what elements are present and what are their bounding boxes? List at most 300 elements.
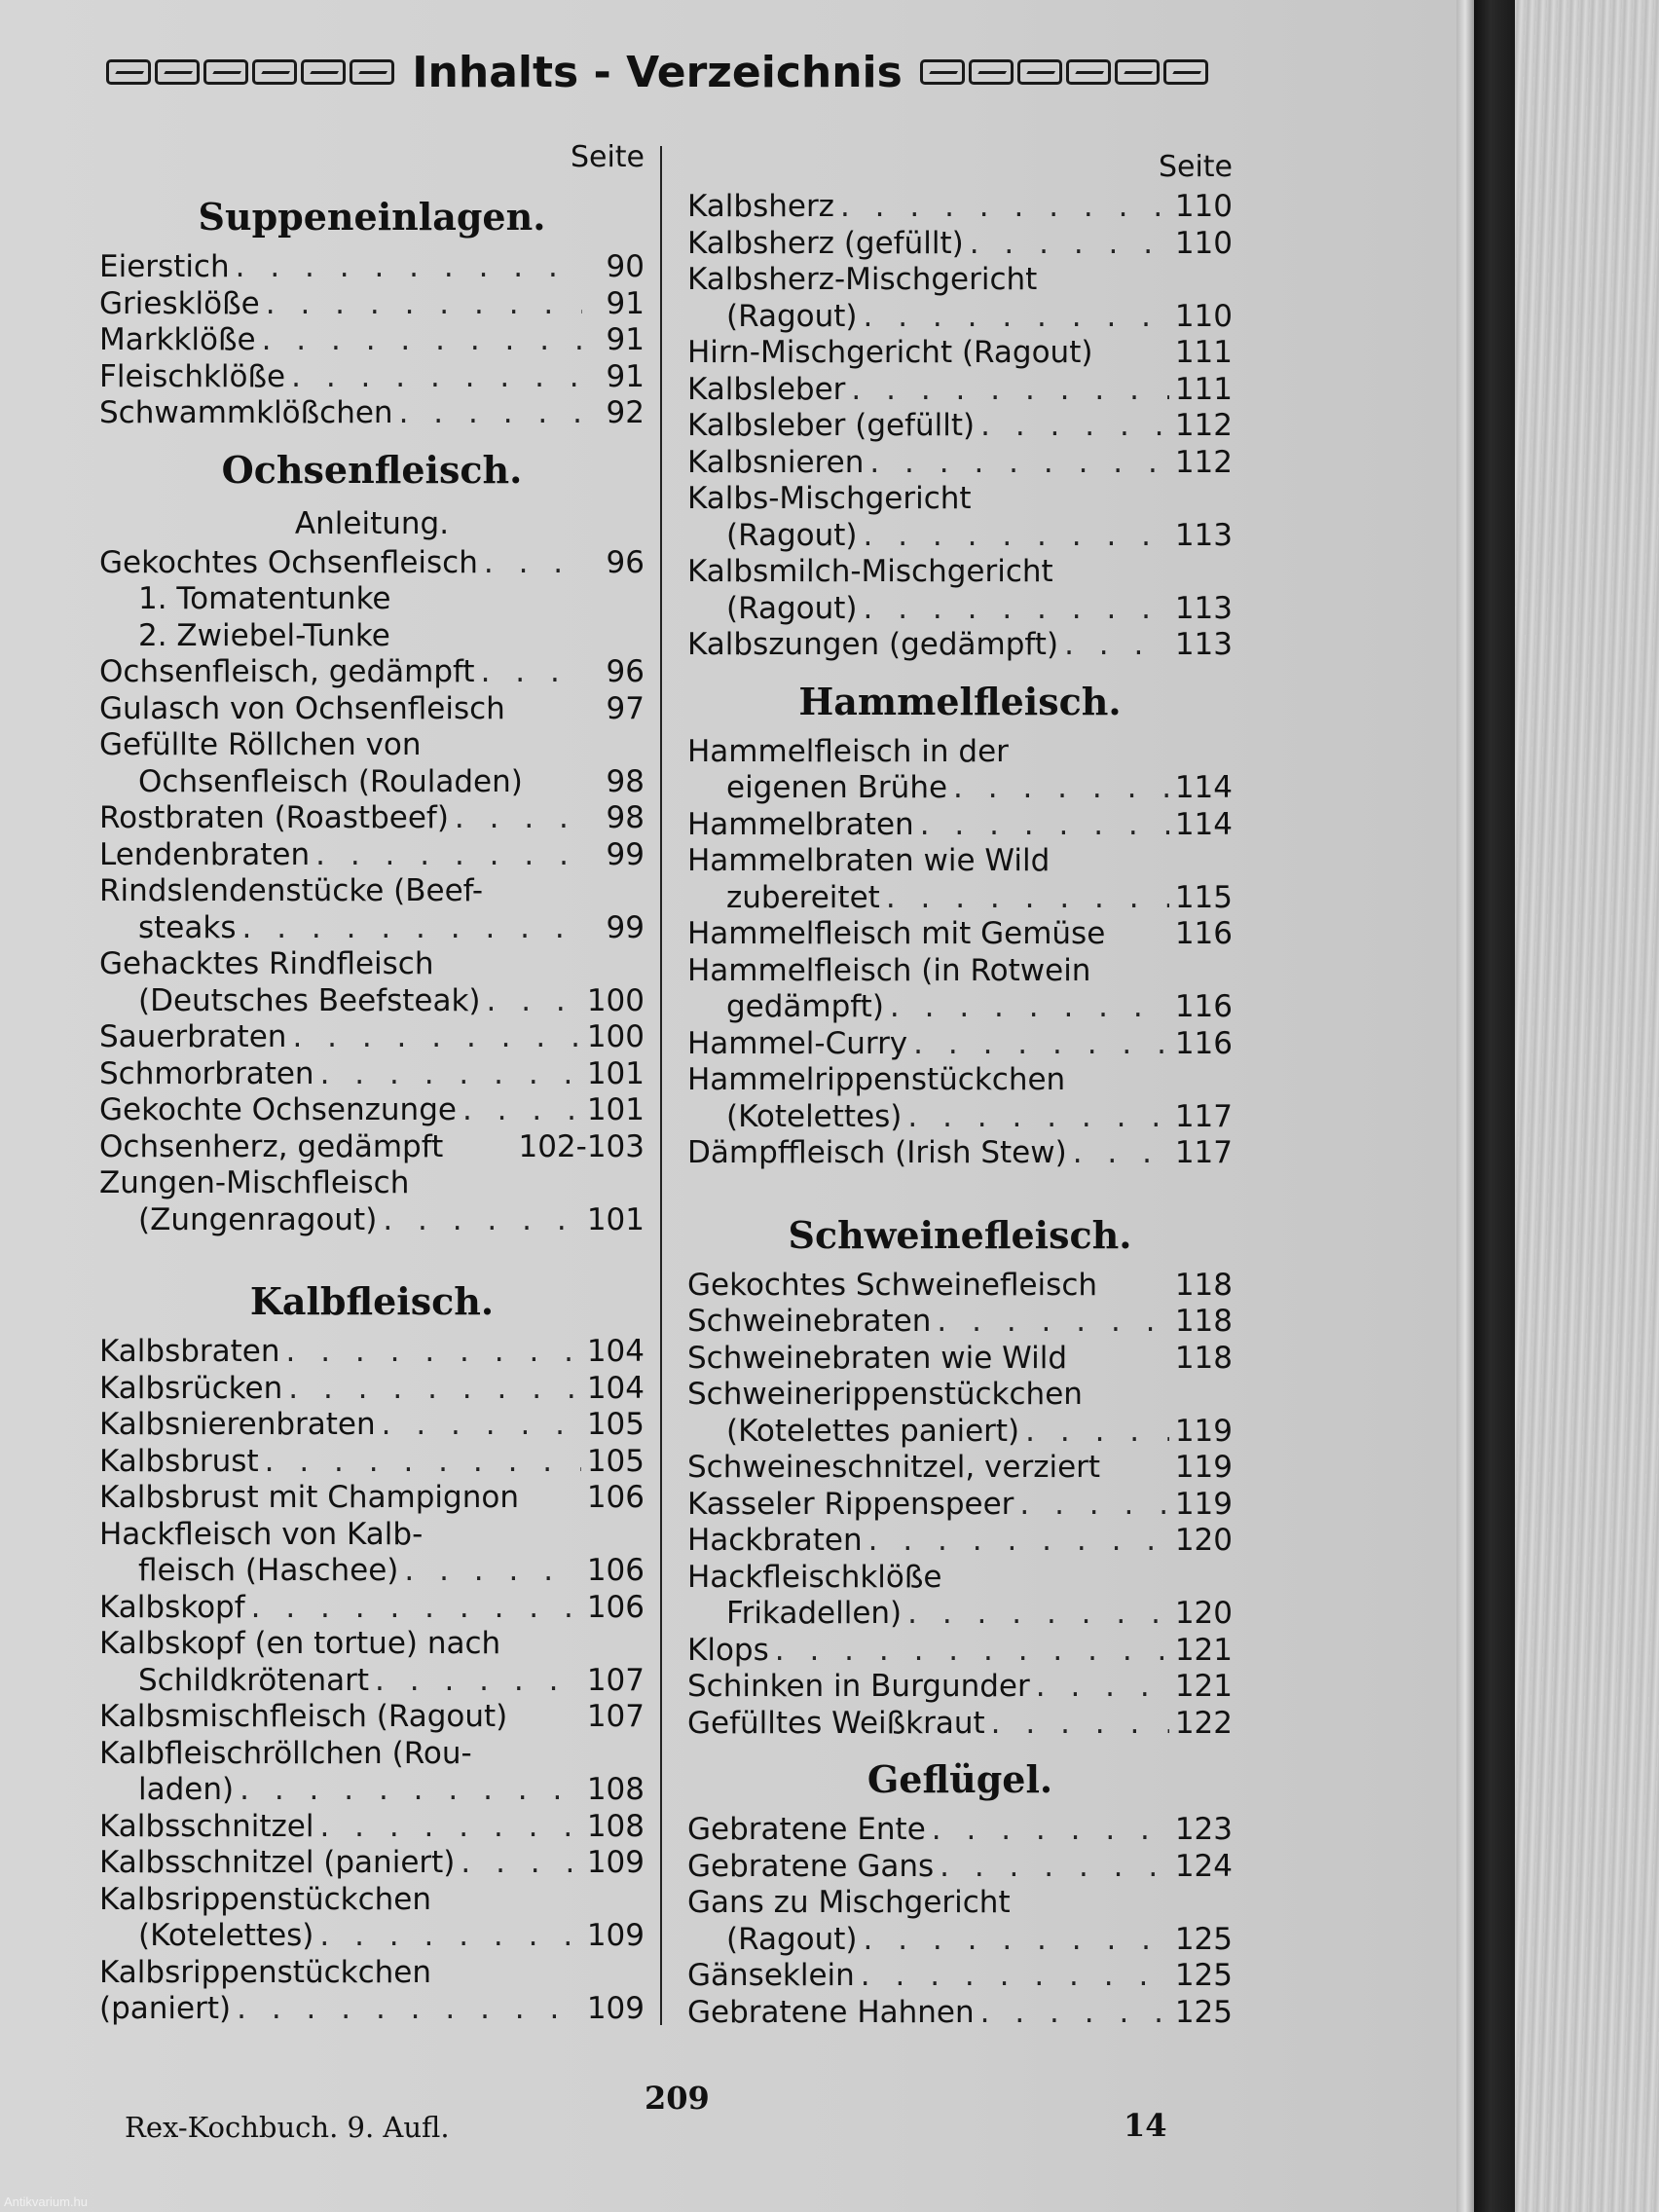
toc-entry-line	[687, 843, 1233, 880]
entry-page-number: 101	[586, 1201, 645, 1237]
toc-entry	[99, 1407, 645, 1444]
entry-page-number: 98	[606, 763, 645, 799]
toc-entry	[687, 989, 1233, 1026]
entry-label: Sauerbraten	[99, 1019, 287, 1054]
entry-label: Rostbraten (Roastbeef)	[99, 800, 449, 835]
toc-entry	[687, 1706, 1233, 1743]
leader-dots	[920, 807, 1169, 844]
entry-page-number: 116	[1174, 916, 1233, 951]
entry-label: Schmorbraten	[99, 1055, 314, 1091]
entry-label: Schweinebraten	[687, 1304, 932, 1339]
entry-page-number: 101	[586, 1055, 645, 1091]
toc-entry	[687, 1922, 1233, 1959]
toc-entry	[99, 249, 645, 286]
entry-label: Kalbsrücken	[99, 1370, 283, 1406]
leader-dots	[890, 989, 1169, 1026]
toc-entry	[687, 1995, 1233, 2032]
section-heading: Hammelfleisch.	[798, 679, 1122, 723]
ornament-box-icon	[252, 59, 297, 85]
toc-entry-line	[99, 1626, 645, 1663]
entry-page-number: 116	[1174, 989, 1233, 1024]
entry-label: zubereitet	[726, 879, 880, 915]
toc-entry	[99, 1092, 645, 1129]
entry-label: Schildkrötenart	[138, 1662, 370, 1698]
leader-dots	[487, 983, 581, 1020]
toc-entry	[99, 1056, 645, 1093]
toc-entry	[99, 1845, 645, 1882]
entry-label: Fleischklöße	[99, 358, 286, 394]
entry-label: Kalbsschnitzel	[99, 1808, 314, 1844]
entry-label: Kalbsrippenstückchen	[99, 1954, 432, 1990]
entry-page-number: 100	[586, 982, 645, 1018]
leader-dots	[291, 359, 582, 396]
entry-page-number: 120	[1174, 1523, 1233, 1558]
ornament-left-icon	[106, 59, 394, 85]
entry-page-number: 108	[586, 1772, 645, 1807]
toc-column-right	[687, 146, 1233, 2031]
entry-label: Dämpffleisch (Irish Stew)	[687, 1135, 1067, 1170]
toc-entry	[687, 299, 1233, 336]
ornament-box-icon	[969, 59, 1014, 85]
leader-dots	[265, 1444, 581, 1481]
leader-dots	[1019, 1487, 1168, 1524]
entry-label: Schweinerippenstückchen	[687, 1377, 1083, 1412]
entry-label: Kalbsmischfleisch (Ragout)	[99, 1699, 508, 1734]
entry-page-number: 119	[1174, 1450, 1233, 1485]
toc-entry-line	[687, 481, 1233, 518]
entry-label: Frikadellen)	[726, 1596, 903, 1631]
book-binding	[1474, 0, 1515, 2212]
entry-page-number: 108	[586, 1808, 645, 1844]
leader-dots	[932, 1812, 1169, 1849]
entry-page-number: 91	[606, 322, 645, 357]
entry-page-number: 96	[606, 654, 645, 689]
toc-entry	[687, 1304, 1233, 1341]
toc-entry-line	[687, 262, 1233, 299]
toc-entry	[99, 983, 645, 1020]
entry-page-number: 117	[1174, 1098, 1233, 1134]
page-header	[107, 43, 1207, 101]
signature-number: 14	[1124, 2107, 1167, 2144]
entry-label: (Kotelettes)	[726, 1098, 903, 1134]
toc-entry	[687, 591, 1233, 628]
entry-label: (Ragout)	[726, 298, 858, 334]
toc-entry	[99, 691, 645, 728]
leader-dots	[907, 1099, 1168, 1136]
entry-label: Kalbsmilch-Mischgericht	[687, 554, 1053, 589]
entry-label: Schinken in Burgunder	[687, 1669, 1030, 1704]
leader-dots	[461, 1845, 580, 1882]
entry-label: Gekochte Ochsenzunge	[99, 1092, 457, 1127]
entry-page-number: 111	[1174, 335, 1233, 370]
entry-label: (paniert)	[99, 1991, 232, 2026]
entry-page-number: 97	[606, 690, 645, 726]
toc-entry	[99, 1918, 645, 1955]
leader-dots	[937, 1304, 1168, 1341]
entry-page-number: 113	[1174, 517, 1233, 553]
seite-label: Seite	[1158, 150, 1233, 184]
entry-page-number: 101	[586, 1092, 645, 1127]
leader-dots	[840, 189, 1169, 226]
toc-entry	[99, 910, 645, 947]
leader-dots	[907, 1596, 1169, 1633]
entry-page-number: 98	[606, 800, 645, 835]
ornament-box-icon	[106, 59, 151, 85]
page-edge	[1456, 0, 1474, 2212]
page-title: Inhalts - Verzeichnis	[412, 47, 903, 97]
entry-label: (Ragout)	[726, 590, 858, 626]
leader-dots	[375, 1663, 581, 1700]
leader-dots	[383, 1202, 581, 1239]
leader-dots	[851, 372, 1168, 409]
entry-label: Griesklöße	[99, 285, 260, 321]
entry-page-number: 109	[586, 1991, 645, 2026]
toc-entry	[687, 1099, 1233, 1136]
leader-dots	[970, 226, 1169, 263]
toc-entry	[99, 1202, 645, 1239]
toc-entry	[99, 1699, 645, 1736]
section-subheading: Anleitung.	[294, 505, 450, 541]
toc-entry-line	[99, 727, 645, 764]
entry-page-number: 112	[1174, 444, 1233, 480]
leader-dots	[382, 1407, 581, 1444]
entry-label: fleisch (Haschee)	[138, 1553, 399, 1588]
entry-label: Hirn-Mischgericht (Ragout)	[687, 335, 1093, 370]
entry-page-number: 106	[586, 1553, 645, 1588]
leader-dots	[864, 591, 1169, 628]
toc-entry	[99, 1129, 645, 1166]
section-heading: Schweinefleisch.	[788, 1212, 1132, 1257]
leader-dots	[404, 1553, 580, 1590]
entry-page-number: 115	[1174, 879, 1233, 915]
toc-entry-line	[687, 1560, 1233, 1597]
leader-dots	[1025, 1414, 1169, 1451]
entry-page-number: 111	[1174, 371, 1233, 407]
entry-label: (Kotelettes)	[138, 1918, 314, 1953]
toc-entry	[687, 1487, 1233, 1524]
entry-label: (Deutsches Beefsteak)	[138, 982, 481, 1018]
entry-label: Hackfleischklöße	[687, 1559, 942, 1595]
entry-page-number: 125	[1174, 1921, 1233, 1957]
toc-entry	[99, 800, 645, 837]
toc-entry	[99, 1553, 645, 1590]
entry-label: laden)	[138, 1772, 235, 1807]
leader-dots	[320, 1056, 581, 1093]
entry-page-number: 119	[1174, 1486, 1233, 1522]
leader-dots	[1073, 1135, 1169, 1172]
toc-entry	[687, 770, 1233, 807]
toc-entry-line	[99, 618, 645, 655]
entry-label: Gebratene Gans	[687, 1848, 935, 1884]
toc-entry	[99, 1444, 645, 1481]
leader-dots	[262, 322, 582, 359]
toc-entry	[687, 226, 1233, 263]
entry-label: Kalbsherz	[687, 189, 834, 224]
entry-page-number: 116	[1174, 1025, 1233, 1061]
watermark: Antikvarium.hu	[4, 2194, 88, 2209]
entry-label: Ochsenfleisch (Rouladen)	[138, 763, 523, 799]
spacer	[99, 1238, 645, 1264]
entry-label: Gebratene Hahnen	[687, 1994, 975, 2030]
toc-entry	[99, 395, 645, 432]
leader-dots	[266, 286, 582, 323]
entry-page-number: 113	[1174, 627, 1233, 662]
leader-dots	[315, 837, 582, 874]
toc-entry	[99, 1334, 645, 1371]
toc-entry	[99, 359, 645, 396]
toc-entry	[687, 445, 1233, 482]
leader-dots	[319, 1918, 580, 1955]
toc-entry	[687, 1341, 1233, 1378]
toc-entry	[99, 1480, 645, 1517]
entry-page-number: 104	[586, 1334, 645, 1369]
entry-page-number: 105	[586, 1407, 645, 1442]
entry-page-number: 99	[606, 836, 645, 872]
leader-dots	[861, 1958, 1169, 1995]
toc-entry-line	[99, 581, 645, 618]
ornament-box-icon	[1066, 59, 1111, 85]
entry-label: 2. Zwiebel-Tunke	[138, 617, 390, 653]
toc-entry-line	[687, 953, 1233, 990]
toc-entry-line	[687, 554, 1233, 591]
entry-label: Kalbsherz (gefüllt)	[687, 225, 964, 261]
entry-label: Hackfleisch von Kalb-	[99, 1516, 424, 1552]
entry-label: Kalbsschnitzel (paniert)	[99, 1845, 456, 1880]
entry-page-number: 104	[586, 1370, 645, 1406]
entry-label: Kalbskopf	[99, 1589, 245, 1625]
leader-dots	[481, 654, 582, 691]
entry-label: Hammel-Curry	[687, 1025, 908, 1061]
entry-label: (Zungenragout)	[138, 1201, 378, 1237]
entry-page-number: 90	[606, 249, 645, 284]
toc-entry-line	[687, 1377, 1233, 1414]
ornament-right-icon	[920, 59, 1208, 85]
entry-page-number: 96	[606, 544, 645, 580]
entry-label: Kasseler Rippenspeer	[687, 1486, 1014, 1522]
entry-page-number: 122	[1174, 1705, 1233, 1741]
entry-label: Kalbsbrust	[99, 1443, 259, 1479]
leader-dots	[462, 1092, 581, 1129]
toc-entry	[687, 1849, 1233, 1886]
toc-entry	[687, 1669, 1233, 1706]
toc-entry	[687, 1414, 1233, 1451]
entry-label: Schwammklößchen	[99, 395, 393, 430]
entry-page-number: 124	[1174, 1848, 1233, 1884]
toc-entry	[687, 1812, 1233, 1849]
toc-entry-line	[99, 873, 645, 910]
leader-dots	[236, 249, 582, 286]
leader-dots	[991, 1706, 1169, 1743]
ornament-box-icon	[155, 59, 200, 85]
toc-entry	[99, 1019, 645, 1056]
leader-dots	[240, 1772, 581, 1809]
leader-dots	[869, 445, 1168, 482]
toc-entry	[687, 1450, 1233, 1487]
ornament-box-icon	[1163, 59, 1208, 85]
toc-entry	[687, 916, 1233, 953]
leader-dots	[864, 518, 1169, 555]
toc-entry-line	[99, 1736, 645, 1773]
seite-label: Seite	[570, 140, 645, 174]
ornament-box-icon	[1115, 59, 1160, 85]
toc-entry	[99, 837, 645, 874]
leader-dots	[241, 910, 582, 947]
leader-dots	[864, 299, 1169, 336]
page-number: 209	[645, 2080, 710, 2117]
toc-entry	[99, 1663, 645, 1700]
entry-page-number: 102-103	[518, 1128, 645, 1164]
entry-label: Rindslendenstücke (Beef-	[99, 873, 484, 908]
entry-page-number: 112	[1174, 408, 1233, 443]
entry-page-number: 121	[1174, 1632, 1233, 1668]
entry-page-number: 120	[1174, 1596, 1233, 1631]
leader-dots	[286, 1334, 581, 1371]
entry-label: Schweinebraten wie Wild	[687, 1340, 1068, 1376]
entry-label: 1. Tomatentunke	[138, 581, 391, 616]
leader-dots	[455, 800, 582, 837]
toc-entry	[99, 1590, 645, 1627]
background-surface	[1515, 0, 1659, 2212]
entry-page-number: 118	[1174, 1340, 1233, 1376]
entry-label: Kalbsnierenbraten	[99, 1407, 376, 1442]
entry-label: Gulasch von Ochsenfleisch	[99, 690, 505, 726]
entry-page-number: 121	[1174, 1669, 1233, 1704]
leader-dots	[1064, 627, 1169, 664]
entry-page-number: 91	[606, 285, 645, 321]
leader-dots	[980, 1995, 1169, 2032]
section-heading: Geflügel.	[866, 1757, 1053, 1801]
toc-entry	[687, 1958, 1233, 1995]
leader-dots	[237, 1991, 581, 2028]
ornament-box-icon	[350, 59, 394, 85]
leader-dots	[319, 1809, 580, 1846]
entry-label: Lendenbraten	[99, 836, 311, 872]
entry-label: Kalbskopf (en tortue) nach	[99, 1626, 501, 1661]
toc-entry	[99, 545, 645, 582]
section-heading: Ochsenfleisch.	[221, 447, 523, 492]
toc-entry-line	[99, 946, 645, 983]
entry-label: (Ragout)	[726, 1921, 858, 1957]
entry-label: Ochsenherz, gedämpft	[99, 1128, 444, 1164]
toc-entry	[687, 189, 1233, 226]
section-heading: Kalbfleisch.	[249, 1279, 495, 1323]
entry-label: Hackbraten	[687, 1523, 863, 1558]
entry-label: Klops	[687, 1632, 769, 1668]
toc-entry	[687, 627, 1233, 664]
entry-label: Hammelfleisch mit Gemüse	[687, 916, 1106, 951]
entry-page-number: 110	[1174, 298, 1233, 334]
entry-label: Hammelfleisch in der	[687, 733, 1009, 769]
entry-page-number: 117	[1174, 1135, 1233, 1170]
ornament-box-icon	[920, 59, 965, 85]
leader-dots	[940, 1849, 1169, 1886]
toc-entry	[99, 654, 645, 691]
entry-label: Gans zu Mischgericht	[687, 1885, 1011, 1920]
entry-label: Hammelfleisch (in Rotwein	[687, 952, 1091, 988]
ornament-box-icon	[301, 59, 346, 85]
entry-label: Kalbsbraten	[99, 1334, 280, 1369]
toc-entry	[687, 408, 1233, 445]
entry-label: Hammelbraten wie Wild	[687, 843, 1051, 878]
toc-entry-line	[687, 1062, 1233, 1099]
entry-label: Kalbsnieren	[687, 444, 865, 480]
toc-entry	[99, 1991, 645, 2028]
toc-entry-line	[99, 1165, 645, 1202]
entry-label: Hammelbraten	[687, 806, 914, 842]
leader-dots	[399, 395, 582, 432]
entry-label: Gehacktes Rindfleisch	[99, 946, 434, 981]
spacer	[687, 1172, 1233, 1198]
entry-label: Kalbs-Mischgericht	[687, 481, 972, 516]
toc-entry	[99, 1371, 645, 1408]
leader-dots	[980, 408, 1169, 445]
entry-page-number: 107	[586, 1699, 645, 1734]
entry-page-number: 110	[1174, 225, 1233, 261]
entry-page-number: 92	[606, 395, 645, 430]
entry-page-number: 91	[606, 358, 645, 394]
leader-dots	[775, 1633, 1169, 1670]
toc-entry	[687, 1026, 1233, 1063]
entry-page-number: 114	[1174, 770, 1233, 805]
column-divider	[660, 146, 662, 2025]
leader-dots	[868, 1523, 1169, 1560]
entry-label: Kalbsrippenstückchen	[99, 1881, 432, 1917]
leader-dots	[864, 1922, 1169, 1959]
entry-page-number: 109	[586, 1845, 645, 1880]
leader-dots	[288, 1371, 581, 1408]
toc-entry-line	[99, 1882, 645, 1919]
toc-entry-line	[687, 734, 1233, 771]
leader-dots	[292, 1019, 580, 1056]
toc-entry	[687, 1135, 1233, 1172]
entry-page-number: 125	[1174, 1994, 1233, 2030]
toc-entry	[687, 1523, 1233, 1560]
toc-entry	[687, 807, 1233, 844]
toc-entry	[687, 518, 1233, 555]
entry-label: Gebratene Ente	[687, 1812, 926, 1847]
entry-label: Gekochtes Ochsenfleisch	[99, 544, 478, 580]
leader-dots	[484, 545, 582, 582]
toc-entry	[687, 1596, 1233, 1633]
toc-entry	[687, 372, 1233, 409]
entry-page-number: 99	[606, 909, 645, 945]
entry-label: steaks	[138, 909, 237, 945]
entry-page-number: 119	[1174, 1413, 1233, 1449]
ornament-box-icon	[203, 59, 248, 85]
leader-dots	[1036, 1669, 1169, 1706]
toc-entry	[99, 764, 645, 801]
entry-label: Ochsenfleisch, gedämpft	[99, 654, 475, 689]
entry-page-number: 110	[1174, 189, 1233, 224]
entry-page-number: 100	[586, 1019, 645, 1054]
toc-entry	[687, 1268, 1233, 1305]
toc-entry	[99, 1809, 645, 1846]
entry-label: Kalbsbrust mit Champignon	[99, 1480, 519, 1515]
ornament-box-icon	[1017, 59, 1062, 85]
entry-page-number: 123	[1174, 1812, 1233, 1847]
entry-label: (Ragout)	[726, 517, 858, 553]
entry-label: Hammelrippenstückchen	[687, 1062, 1066, 1097]
entry-page-number: 106	[586, 1480, 645, 1515]
toc-entry-line	[687, 1885, 1233, 1922]
entry-label: Kalbszungen (gedämpft)	[687, 627, 1059, 662]
entry-label: Gefülltes Weißkraut	[687, 1705, 985, 1741]
entry-page-number: 118	[1174, 1267, 1233, 1303]
toc-entry-line	[99, 1517, 645, 1554]
entry-label: Gekochtes Schweinefleisch	[687, 1267, 1098, 1303]
entry-label: (Kotelettes paniert)	[726, 1413, 1020, 1449]
entry-page-number: 118	[1174, 1304, 1233, 1339]
